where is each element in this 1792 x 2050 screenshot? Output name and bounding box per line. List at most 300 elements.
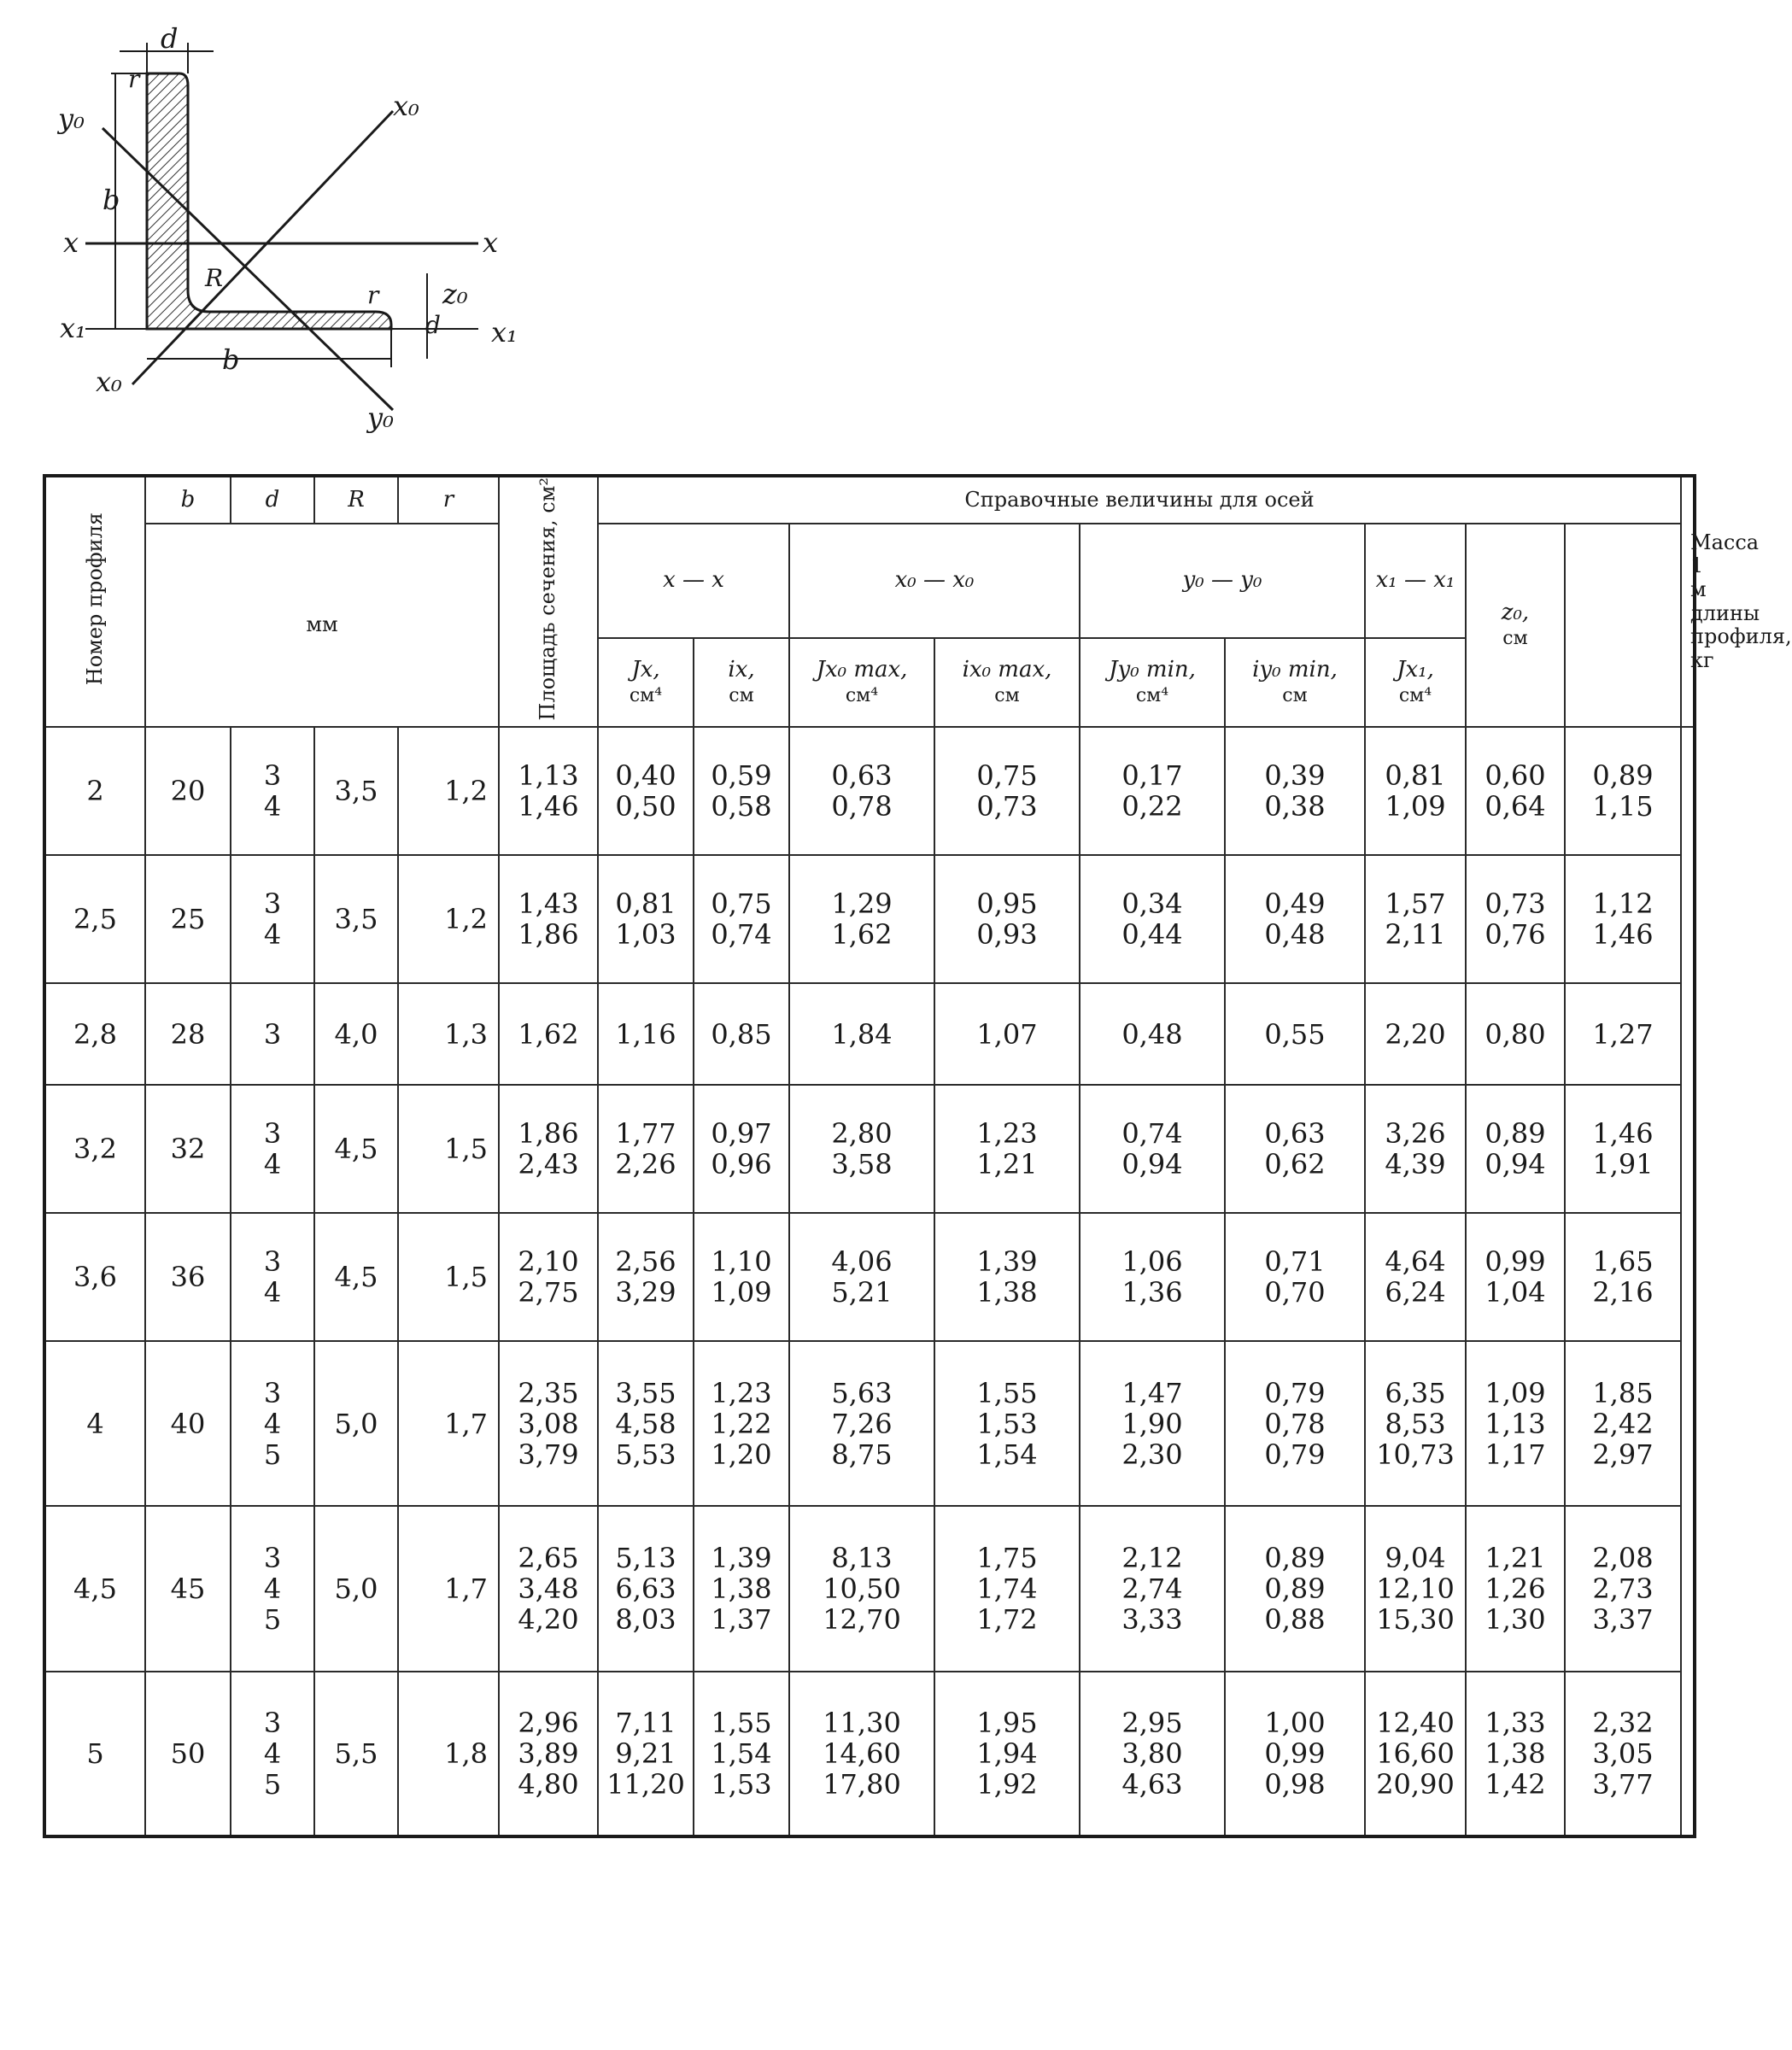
header-mm: мм xyxy=(145,524,499,727)
cell-ix-value: 0,58 xyxy=(711,790,772,823)
cell-z0 xyxy=(1466,1672,1565,1836)
cell-ix-value: 1,10 xyxy=(711,1245,772,1279)
cell-profile: 2,5 xyxy=(44,855,145,983)
cell-area-value: 3,79 xyxy=(518,1438,579,1471)
cell-r: 1,2 xyxy=(398,855,499,983)
cell-Jx-value: 2,56 xyxy=(615,1245,676,1279)
cell-d-value: 3 xyxy=(263,1117,282,1151)
header-Jx1-unit: см⁴ xyxy=(1398,685,1432,707)
cell-R: 5,5 xyxy=(314,1672,398,1836)
cell-z0-value: 1,38 xyxy=(1485,1737,1546,1770)
cell-iy0-value: 0,79 xyxy=(1264,1438,1326,1471)
cell-Jx0-value: 5,63 xyxy=(831,1376,893,1409)
cell-Jx0-value: 0,63 xyxy=(831,759,893,793)
cell-d-value: 5 xyxy=(263,1603,282,1637)
label-R: R xyxy=(205,264,224,292)
cell-z0 xyxy=(1466,1213,1565,1341)
cell-Jx-value: 1,16 xyxy=(615,1017,676,1051)
cell-Jx-value: 9,21 xyxy=(615,1737,676,1770)
cell-mass-value: 3,05 xyxy=(1592,1737,1654,1770)
header-Jx-label: Jx, xyxy=(631,657,660,683)
cell-mass-value: 0,89 xyxy=(1592,759,1654,793)
cell-Jx0-value: 3,58 xyxy=(831,1148,893,1181)
cell-ix-value: 1,39 xyxy=(711,1542,772,1575)
cell-Jx1-value: 6,24 xyxy=(1385,1276,1446,1309)
cell-R: 5,0 xyxy=(314,1341,398,1506)
header-axis-xx: x — x xyxy=(598,524,789,638)
cell-Jx0-value: 1,29 xyxy=(831,887,893,920)
label-x0-bottom: x₀ xyxy=(96,366,122,398)
cell-mass-value: 1,85 xyxy=(1592,1376,1654,1409)
cell-Jy0-value: 1,36 xyxy=(1121,1276,1183,1309)
cell-ix0-value: 0,75 xyxy=(976,759,1038,793)
cell-Jy0 xyxy=(1080,855,1225,983)
cell-Jx1 xyxy=(1365,1085,1466,1213)
cell-Jy0 xyxy=(1080,1341,1225,1506)
header-axis-y0y0: y₀ — y₀ xyxy=(1080,524,1365,638)
cell-d-value: 3 xyxy=(263,1245,282,1279)
header-Jx1 xyxy=(1365,638,1466,727)
cell-Jx0-value: 2,80 xyxy=(831,1117,893,1151)
cell-Jy0-value: 1,06 xyxy=(1121,1245,1183,1279)
cell-ix0-value: 1,38 xyxy=(976,1276,1038,1309)
cell-ix0-value: 0,93 xyxy=(976,917,1038,951)
cell-Jx-value: 4,58 xyxy=(615,1407,676,1440)
cell-Jx xyxy=(598,983,694,1085)
cell-Jx1-value: 1,09 xyxy=(1385,790,1446,823)
table-row xyxy=(44,1213,1695,1341)
cell-mass-value: 3,37 xyxy=(1592,1603,1654,1637)
cell-d-value: 5 xyxy=(263,1767,282,1801)
cell-z0 xyxy=(1466,855,1565,983)
cell-area xyxy=(499,1506,598,1671)
cell-profile: 2 xyxy=(44,727,145,855)
cell-ix0-value: 1,92 xyxy=(976,1767,1038,1801)
cell-Jx1-value: 10,73 xyxy=(1376,1438,1455,1471)
cell-Jx0 xyxy=(789,1213,934,1341)
cell-ix0-value: 0,73 xyxy=(976,790,1038,823)
cell-Jx1-value: 0,81 xyxy=(1385,759,1446,793)
cell-ix xyxy=(694,983,789,1085)
cell-Jx1-value: 6,35 xyxy=(1385,1376,1446,1409)
header-ix0-label: ix₀ max, xyxy=(962,657,1052,683)
cell-Jx-value: 8,03 xyxy=(615,1603,676,1637)
cell-z0-value: 0,73 xyxy=(1485,887,1546,920)
cell-area-value: 2,65 xyxy=(518,1542,579,1575)
cell-Jx1-value: 12,40 xyxy=(1376,1706,1455,1739)
cell-profile: 3,2 xyxy=(44,1085,145,1213)
cell-Jx1-value: 12,10 xyxy=(1376,1573,1455,1606)
cell-Jx-value: 3,29 xyxy=(615,1276,676,1309)
header-ix0-unit: см xyxy=(994,685,1020,707)
label-r-top: r xyxy=(128,65,140,93)
cell-profile: 4,5 xyxy=(44,1506,145,1671)
header-Jx-unit: см⁴ xyxy=(629,685,663,707)
cell-ix xyxy=(694,1506,789,1671)
cell-Jx0-value: 11,30 xyxy=(823,1706,901,1739)
cell-iy0-value: 0,70 xyxy=(1264,1276,1326,1309)
cell-area xyxy=(499,1341,598,1506)
header-ix xyxy=(694,638,789,727)
cell-Jx xyxy=(598,1506,694,1671)
cell-iy0-value: 0,63 xyxy=(1264,1117,1326,1151)
cell-iy0 xyxy=(1225,727,1365,855)
cell-Jy0-value: 2,95 xyxy=(1121,1706,1183,1739)
cell-mass-value: 1,65 xyxy=(1592,1245,1654,1279)
cell-Jx-value: 2,26 xyxy=(615,1148,676,1181)
cell-area-value: 2,10 xyxy=(518,1245,579,1279)
cell-R: 4,5 xyxy=(314,1213,398,1341)
label-z0: z₀ xyxy=(442,278,468,310)
cell-area-value: 2,35 xyxy=(518,1376,579,1409)
cell-ix-value: 1,55 xyxy=(711,1706,772,1739)
cell-z0-value: 0,99 xyxy=(1485,1245,1546,1279)
cell-b: 50 xyxy=(145,1672,231,1836)
header-iy0-label: iy₀ min, xyxy=(1252,657,1338,683)
cell-R: 5,0 xyxy=(314,1506,398,1671)
cell-ix-value: 1,20 xyxy=(711,1438,772,1471)
table-row xyxy=(44,983,1695,1085)
label-x1-left: x₁ xyxy=(60,312,86,344)
cell-mass xyxy=(1565,983,1681,1085)
cell-b: 45 xyxy=(145,1506,231,1671)
angle-profile-table xyxy=(43,474,1792,1838)
cell-Jx0-value: 8,75 xyxy=(831,1438,893,1471)
table-row xyxy=(44,1341,1695,1506)
cell-ix0 xyxy=(934,1341,1080,1506)
cell-Jy0-value: 0,48 xyxy=(1121,1017,1183,1051)
cell-d-value: 3 xyxy=(263,1376,282,1409)
cell-mass-value: 2,97 xyxy=(1592,1438,1654,1471)
cell-ix xyxy=(694,1213,789,1341)
cell-Jx xyxy=(598,1085,694,1213)
cell-z0-value: 1,33 xyxy=(1485,1706,1546,1739)
cell-Jx1 xyxy=(1365,1506,1466,1671)
cell-Jy0 xyxy=(1080,1213,1225,1341)
cell-Jx0-value: 17,80 xyxy=(823,1767,901,1801)
cell-r: 1,7 xyxy=(398,1506,499,1671)
cell-ix-value: 0,85 xyxy=(711,1017,772,1051)
cell-z0 xyxy=(1466,1341,1565,1506)
cell-profile: 2,8 xyxy=(44,983,145,1085)
cell-Jx0-value: 8,13 xyxy=(831,1542,893,1575)
cell-Jx1-value: 9,04 xyxy=(1385,1542,1446,1575)
cell-area-value: 3,89 xyxy=(518,1737,579,1770)
cell-ix-value: 1,54 xyxy=(711,1737,772,1770)
cell-d xyxy=(231,1213,314,1341)
cell-ix0-value: 1,39 xyxy=(976,1245,1038,1279)
cell-area-value: 4,20 xyxy=(518,1603,579,1637)
cell-mass xyxy=(1565,727,1681,855)
cell-mass-value: 1,91 xyxy=(1592,1148,1654,1181)
cell-d xyxy=(231,855,314,983)
cell-Jy0 xyxy=(1080,1085,1225,1213)
cell-Jx0-value: 12,70 xyxy=(823,1603,901,1637)
header-ix-unit: см xyxy=(729,685,754,707)
table-row xyxy=(44,1085,1695,1213)
cell-b: 32 xyxy=(145,1085,231,1213)
cell-iy0 xyxy=(1225,1672,1365,1836)
cell-ix-value: 1,38 xyxy=(711,1573,772,1606)
cell-ix-value: 0,97 xyxy=(711,1117,772,1151)
cell-mass-value: 3,77 xyxy=(1592,1767,1654,1801)
cell-d-value: 3 xyxy=(263,759,282,793)
label-x1-right: x₁ xyxy=(491,316,518,348)
cell-r: 1,5 xyxy=(398,1213,499,1341)
header-iy0 xyxy=(1225,638,1365,727)
cell-iy0 xyxy=(1225,855,1365,983)
cell-R: 4,0 xyxy=(314,983,398,1085)
cell-Jy0-value: 3,80 xyxy=(1121,1737,1183,1770)
label-x-right: x xyxy=(483,226,499,259)
cell-d xyxy=(231,1341,314,1506)
cell-Jx0-value: 5,21 xyxy=(831,1276,893,1309)
cell-iy0-value: 0,55 xyxy=(1264,1017,1326,1051)
cell-area-value: 3,08 xyxy=(518,1407,579,1440)
cell-area-value: 1,13 xyxy=(518,759,579,793)
cell-r: 1,2 xyxy=(398,727,499,855)
label-y0-top: y₀ xyxy=(58,102,85,135)
cell-Jy0-value: 0,94 xyxy=(1121,1148,1183,1181)
cell-Jx0-value: 1,84 xyxy=(831,1017,893,1051)
cell-area xyxy=(499,1672,598,1836)
cell-mass xyxy=(1565,1341,1681,1506)
table-row xyxy=(44,1672,1695,1836)
cell-Jx-value: 0,81 xyxy=(615,887,676,920)
header-axis-x0x0: x₀ — x₀ xyxy=(789,524,1080,638)
cell-iy0-value: 0,78 xyxy=(1264,1407,1326,1440)
cell-Jx0-value: 4,06 xyxy=(831,1245,893,1279)
cell-Jx1-value: 16,60 xyxy=(1376,1737,1455,1770)
cell-ix0-value: 1,07 xyxy=(976,1017,1038,1051)
cell-Jx0-value: 10,50 xyxy=(823,1573,901,1606)
cell-iy0-value: 0,39 xyxy=(1264,759,1326,793)
cell-z0-value: 1,21 xyxy=(1485,1542,1546,1575)
table-row xyxy=(44,855,1695,983)
cell-Jy0-value: 3,33 xyxy=(1121,1603,1183,1637)
cell-area xyxy=(499,1213,598,1341)
cell-z0-value: 0,60 xyxy=(1485,759,1546,793)
header-Jy0-label: Jy₀ min, xyxy=(1109,657,1196,683)
cell-Jx-value: 5,13 xyxy=(615,1542,676,1575)
header-mass: Масса 1 м длины профиля, кг xyxy=(1681,476,1695,727)
cell-iy0-value: 0,62 xyxy=(1264,1148,1326,1181)
cell-ix0-value: 1,23 xyxy=(976,1117,1038,1151)
cell-ix-value: 0,74 xyxy=(711,917,772,951)
cell-Jx1 xyxy=(1365,855,1466,983)
cell-profile: 4 xyxy=(44,1341,145,1506)
cell-Jx1 xyxy=(1365,1213,1466,1341)
header-z0-unit: см xyxy=(1502,628,1528,650)
cell-Jx-value: 5,53 xyxy=(615,1438,676,1471)
cell-area-value: 1,86 xyxy=(518,1117,579,1151)
cell-profile: 5 xyxy=(44,1672,145,1836)
cell-iy0 xyxy=(1225,1506,1365,1671)
cell-Jx1-value: 1,57 xyxy=(1385,887,1446,920)
cell-Jx1 xyxy=(1365,727,1466,855)
cell-z0-value: 0,94 xyxy=(1485,1148,1546,1181)
cell-ix0 xyxy=(934,1506,1080,1671)
label-x0-top: x₀ xyxy=(393,90,419,122)
cell-z0-value: 0,89 xyxy=(1485,1117,1546,1151)
cell-ix-value: 0,59 xyxy=(711,759,772,793)
cell-iy0-value: 0,88 xyxy=(1264,1603,1326,1637)
cell-r: 1,3 xyxy=(398,983,499,1085)
cell-ix0-value: 1,75 xyxy=(976,1542,1038,1575)
header-Jx0 xyxy=(789,638,934,727)
cell-area xyxy=(499,1085,598,1213)
header-R: R xyxy=(314,476,398,524)
cell-iy0 xyxy=(1225,1085,1365,1213)
cell-ix0-value: 1,21 xyxy=(976,1148,1038,1181)
header-profile: Номер профиля xyxy=(44,476,145,727)
cell-z0-value: 1,17 xyxy=(1485,1438,1546,1471)
cell-Jy0-value: 0,17 xyxy=(1121,759,1183,793)
cell-z0-value: 0,80 xyxy=(1485,1017,1546,1051)
label-x-left: x xyxy=(63,226,79,259)
cell-Jx0 xyxy=(789,1341,934,1506)
cell-mass xyxy=(1565,1213,1681,1341)
header-ref-values: Справочные величины для осей xyxy=(598,476,1681,524)
cell-d xyxy=(231,1672,314,1836)
cell-mass-value: 1,15 xyxy=(1592,790,1654,823)
cell-Jx-value: 0,50 xyxy=(615,790,676,823)
cell-z0-value: 1,42 xyxy=(1485,1767,1546,1801)
cell-area-value: 3,48 xyxy=(518,1573,579,1606)
cell-iy0 xyxy=(1225,1341,1365,1506)
cell-d-value: 4 xyxy=(263,1407,282,1440)
cell-ix xyxy=(694,1341,789,1506)
cell-mass-value: 2,08 xyxy=(1592,1542,1654,1575)
cell-mass xyxy=(1565,1672,1681,1836)
cell-d-value: 3 xyxy=(263,1017,282,1051)
header-r: r xyxy=(398,476,499,524)
label-d-top: d xyxy=(161,22,179,55)
table-row xyxy=(44,1506,1695,1671)
cell-z0 xyxy=(1466,727,1565,855)
cell-Jx xyxy=(598,855,694,983)
cell-Jy0 xyxy=(1080,727,1225,855)
cell-iy0-value: 0,38 xyxy=(1264,790,1326,823)
cell-Jy0-value: 2,12 xyxy=(1121,1542,1183,1575)
cell-ix0-value: 0,95 xyxy=(976,887,1038,920)
cell-Jx1-value: 4,39 xyxy=(1385,1148,1446,1181)
cell-mass xyxy=(1565,855,1681,983)
cell-b: 36 xyxy=(145,1213,231,1341)
cell-d-value: 3 xyxy=(263,1542,282,1575)
cell-Jy0-value: 4,63 xyxy=(1121,1767,1183,1801)
cell-mass-value: 1,12 xyxy=(1592,887,1654,920)
cell-mass-value: 1,46 xyxy=(1592,1117,1654,1151)
cell-Jx xyxy=(598,727,694,855)
table-row xyxy=(44,727,1695,855)
label-b-bottom: b xyxy=(222,343,240,376)
cell-b: 28 xyxy=(145,983,231,1085)
cell-ix0-value: 1,95 xyxy=(976,1706,1038,1739)
cell-ix xyxy=(694,855,789,983)
cell-Jx-value: 11,20 xyxy=(606,1767,685,1801)
cell-mass-value: 1,27 xyxy=(1592,1017,1654,1051)
cell-ix-value: 1,22 xyxy=(711,1407,772,1440)
cell-Jy0-value: 0,74 xyxy=(1121,1117,1183,1151)
label-r-right: r xyxy=(367,281,379,309)
cell-z0-value: 1,30 xyxy=(1485,1603,1546,1637)
cell-d-value: 4 xyxy=(263,1737,282,1770)
cell-d-value: 4 xyxy=(263,917,282,951)
cell-ix0-value: 1,94 xyxy=(976,1737,1038,1770)
cell-iy0-value: 1,00 xyxy=(1264,1706,1326,1739)
cell-Jx0-value: 7,26 xyxy=(831,1407,893,1440)
cell-ix-value: 1,53 xyxy=(711,1767,772,1801)
cell-z0 xyxy=(1466,1085,1565,1213)
cell-area-value: 4,80 xyxy=(518,1767,579,1801)
cell-Jx-value: 0,40 xyxy=(615,759,676,793)
cell-ix0 xyxy=(934,983,1080,1085)
cell-Jy0 xyxy=(1080,1672,1225,1836)
cell-Jx0-value: 0,78 xyxy=(831,790,893,823)
cell-ix-value: 0,96 xyxy=(711,1148,772,1181)
angle-profile-table-container xyxy=(43,474,1792,1801)
cell-Jy0-value: 1,90 xyxy=(1121,1407,1183,1440)
header-area: Площадь сечения, см² xyxy=(499,476,598,727)
cell-z0-value: 1,09 xyxy=(1485,1376,1546,1409)
cell-d xyxy=(231,727,314,855)
cell-z0-value: 1,26 xyxy=(1485,1573,1546,1606)
cell-Jx xyxy=(598,1213,694,1341)
cell-ix xyxy=(694,727,789,855)
cell-d xyxy=(231,1085,314,1213)
header-Jx0-unit: см⁴ xyxy=(845,685,879,707)
cell-ix-value: 1,09 xyxy=(711,1276,772,1309)
cell-ix0-value: 1,54 xyxy=(976,1438,1038,1471)
cell-Jx1-value: 2,20 xyxy=(1385,1017,1446,1051)
cell-ix-value: 0,75 xyxy=(711,887,772,920)
cell-ix0-value: 1,53 xyxy=(976,1407,1038,1440)
cell-z0-value: 0,76 xyxy=(1485,917,1546,951)
cell-mass xyxy=(1565,1506,1681,1671)
cell-z0-value: 1,13 xyxy=(1485,1407,1546,1440)
cell-Jx0-value: 1,62 xyxy=(831,917,893,951)
header-Jx1-label: Jx₁, xyxy=(1397,657,1434,683)
cell-Jx xyxy=(598,1672,694,1836)
cell-iy0-value: 0,89 xyxy=(1264,1573,1326,1606)
cell-Jy0-value: 0,34 xyxy=(1121,887,1183,920)
cell-Jx1-value: 3,26 xyxy=(1385,1117,1446,1151)
cell-iy0-value: 0,79 xyxy=(1264,1376,1326,1409)
cell-d-value: 3 xyxy=(263,887,282,920)
cell-area-value: 2,96 xyxy=(518,1706,579,1739)
cell-ix0 xyxy=(934,1085,1080,1213)
header-b: b xyxy=(145,476,231,524)
header-z0-label: z₀, xyxy=(1501,600,1530,626)
cell-z0 xyxy=(1466,1506,1565,1671)
cell-Jx0 xyxy=(789,983,934,1085)
cell-r: 1,7 xyxy=(398,1341,499,1506)
cell-ix xyxy=(694,1672,789,1836)
header-iy0-unit: см xyxy=(1282,685,1308,707)
cell-Jy0 xyxy=(1080,983,1225,1085)
cell-mass-value: 2,73 xyxy=(1592,1573,1654,1606)
cell-mass xyxy=(1565,1085,1681,1213)
label-y0-bottom: y₀ xyxy=(367,401,394,434)
cell-area-value: 2,75 xyxy=(518,1276,579,1309)
cell-mass-value: 2,16 xyxy=(1592,1276,1654,1309)
cell-Jx0-value: 14,60 xyxy=(823,1737,901,1770)
cell-Jx1-value: 2,11 xyxy=(1385,917,1446,951)
cell-Jx0 xyxy=(789,1672,934,1836)
cell-mass-value: 2,32 xyxy=(1592,1706,1654,1739)
cell-Jx1-value: 15,30 xyxy=(1376,1603,1455,1637)
